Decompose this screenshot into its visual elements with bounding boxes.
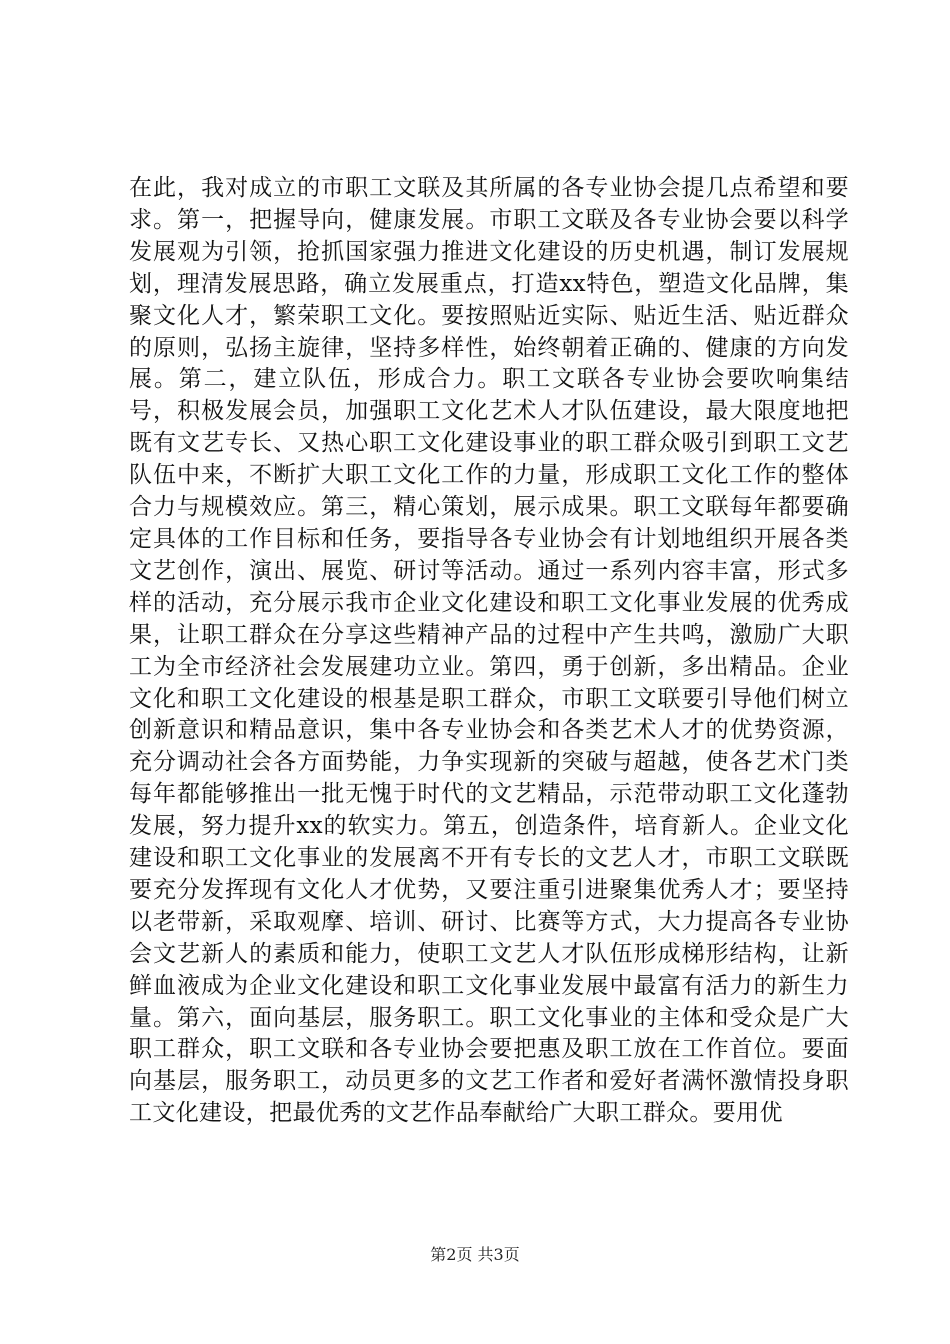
page-number-footer: 第2页 共3页 bbox=[430, 1245, 520, 1264]
body-paragraph: 在此，我对成立的市职工文联及其所属的各专业协会提几点希望和要求。第一，把握导向，健康发展。市职工文联及各专业协会要以科学发展观为引领，抢抓国家强力推进文化建设的历史机遇，制订发展规划，理清发展思路，确立发展重点，打造xx特色，塑造文化品牌，集聚文化人才，繁荣职工文化。要按照贴近实际、贴近生活、贴近群众的原则，弘扬主旋律，坚持多样性，始终朝着正确的、健康的方向发展。第二，建立队伍，形成合力。职工文联各专业协会要吹响集结号，积极发展会员，加强职工文化艺术人才队伍建设，最大限度地把既有文艺专长、又热心职工文化建设事业的职工群众吸引到职工文艺队伍中来，不断扩大职工文化工作的力量，形成职工文化工作的整体合力与规模效应。第三，精心策划，展示成果。职工文联每年都要确定具体的工作目标和任务，要指导各专业协会有计划地组织开展各类文艺创作，演出、展览、研讨等活动。通过一系列内容丰富，形式多样的活动，充分展示我市企业文化建设和职工文化事业发展的优秀成果，让职工群众在分享这些精神产品的过程中产生共鸣，激励广大职工为全市经济社会发展建功立业。第四，勇于创新，多出精品。企业文化和职工文化建设的根基是职工群众，市职工文联要引导他们树立创新意识和精品意识，集中各专业协会和各类艺术人才的优势资源，充分调动社会各方面势能，力争实现新的突破与超越，使各艺术门类每年都能够推出一批无愧于时代的文艺精品，示范带动职工文化蓬勃发展，努力提升xx的软实力。第五，创造条件，培育新人。企业文化建设和职工文化事业的发展离不开有专长的文艺人才，市职工文联既要充分发挥现有文化人才优势，又要注重引进聚集优秀人才；要坚持以老带新，采取观摩、培训、研讨、比赛等方式，大力提高各专业协会文艺新人的素质和能力，使职工文艺人才队伍形成梯形结构，让新鲜血液成为企业文化建设和职工文化事业发展中最富有活力的新生力量。第六，面向基层，服务职工。职工文化事业的主体和受众是广大职工群众，职工文联和各专业协会要把惠及职工放在工作首位。要面向基层，服务职工，动员更多的文艺工作者和爱好者满怀激情投身职工文化建设，把最优秀的文艺作品奉献给广大职工群众。要用优 bbox=[129, 175, 849, 1127]
